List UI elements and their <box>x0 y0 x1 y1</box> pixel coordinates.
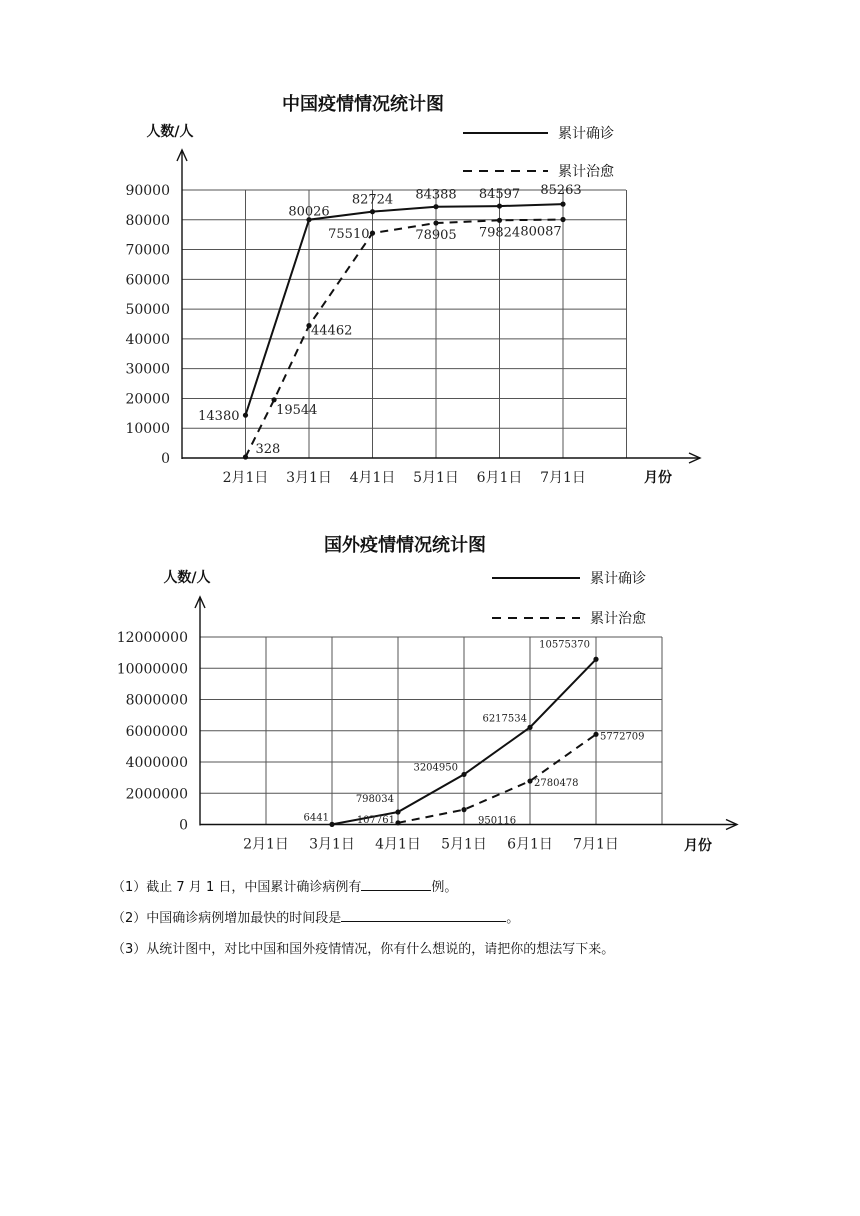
y-tick-label: 0 <box>161 451 170 467</box>
data-point <box>395 809 400 814</box>
data-label: 14380 <box>198 409 240 425</box>
data-point <box>527 725 532 730</box>
y-tick-label: 0 <box>179 817 188 834</box>
x-axis-label: 月份 <box>644 470 672 486</box>
x-tick-label: 2月1日 <box>222 470 269 486</box>
data-label: 44462 <box>311 323 353 339</box>
data-point <box>527 778 532 783</box>
data-label: 80087 <box>520 224 562 240</box>
data-label: 82724 <box>351 192 394 208</box>
data-point <box>497 203 502 208</box>
china-epidemic-chart <box>0 0 860 500</box>
x-tick-label: 6月1日 <box>476 470 523 486</box>
data-label: 84597 <box>478 187 521 203</box>
data-label: 79824 <box>478 225 521 241</box>
data-label: 950116 <box>478 815 517 827</box>
data-label: 798034 <box>355 794 394 806</box>
y-axis-label: 人数/人 <box>146 124 194 140</box>
data-point <box>497 218 502 223</box>
data-point <box>461 772 466 777</box>
y-tick-label: 8000000 <box>125 692 188 709</box>
data-label: 19544 <box>276 402 318 418</box>
data-point <box>560 217 565 222</box>
y-tick-label: 90000 <box>125 183 170 199</box>
data-point <box>329 822 334 827</box>
chart-title: 中国疫情情况统计图 <box>282 94 444 115</box>
x-tick-label: 4月1日 <box>375 836 421 853</box>
question-2 <box>112 903 812 934</box>
y-tick-label: 80000 <box>125 212 170 229</box>
data-label: 6217534 <box>482 713 527 725</box>
question-2-blank[interactable] <box>341 907 506 922</box>
y-tick-label: 6000000 <box>125 723 188 740</box>
data-label: 78905 <box>415 228 457 244</box>
data-label: 107761 <box>356 814 395 826</box>
x-tick-label: 5月1日 <box>441 836 487 853</box>
data-point <box>433 204 438 209</box>
data-label: 6441 <box>303 812 329 824</box>
data-label: 80026 <box>288 204 330 220</box>
y-tick-label: 60000 <box>125 272 170 289</box>
data-label: 85263 <box>540 183 582 199</box>
data-point <box>271 397 276 402</box>
data-label: 5772709 <box>600 731 645 743</box>
legend-label-cured: 累计治愈 <box>590 611 646 627</box>
y-tick-label: 10000000 <box>116 661 188 678</box>
data-point <box>593 732 598 737</box>
series-line-cured <box>246 220 564 458</box>
data-point <box>243 413 248 418</box>
legend-label-cured: 累计治愈 <box>558 164 614 180</box>
y-tick-label: 20000 <box>125 391 170 408</box>
data-point <box>433 220 438 225</box>
question-1 <box>112 872 812 903</box>
data-point <box>243 454 248 459</box>
data-point <box>560 202 565 207</box>
question-1-suffix: 例。 <box>431 880 458 895</box>
legend-label-confirmed: 累计确诊 <box>590 571 646 587</box>
x-tick-label: 7月1日 <box>540 470 586 486</box>
data-point <box>461 807 466 812</box>
chart-title: 国外疫情情况统计图 <box>324 535 486 556</box>
question-1-text: （1）截止 7 月 1 日，中国累计确诊病例有 <box>112 880 362 895</box>
y-tick-label: 12000000 <box>116 630 188 646</box>
x-tick-label: 2月1日 <box>243 836 289 853</box>
x-tick-label: 4月1日 <box>349 470 396 486</box>
data-label: 75510 <box>328 227 370 243</box>
data-point <box>370 231 375 236</box>
data-point <box>395 820 400 825</box>
y-tick-label: 30000 <box>125 361 170 378</box>
x-tick-label: 3月1日 <box>309 836 355 853</box>
y-tick-label: 4000000 <box>125 755 188 771</box>
x-tick-label: 5月1日 <box>413 470 459 486</box>
y-tick-label: 2000000 <box>125 786 188 803</box>
legend-label-confirmed: 累计确诊 <box>558 126 614 142</box>
data-label: 328 <box>255 442 281 458</box>
y-tick-label: 40000 <box>125 331 170 348</box>
question-2-text: （2）中国确诊病例增加最快的时间段是 <box>112 911 342 926</box>
data-label: 2780478 <box>534 778 579 790</box>
x-tick-label: 6月1日 <box>507 836 553 853</box>
question-1-blank[interactable] <box>361 876 431 891</box>
question-2-suffix: 。 <box>506 911 520 926</box>
overseas-epidemic-chart <box>0 500 860 880</box>
y-tick-label: 10000 <box>125 421 170 438</box>
data-label: 3204950 <box>413 762 458 774</box>
question-block <box>112 872 812 965</box>
data-label: 84388 <box>415 187 457 203</box>
data-point <box>593 657 598 662</box>
y-tick-label: 70000 <box>125 242 170 259</box>
question-3: （3）从统计图中，对比中国和国外疫情情况，你有什么想说的，请把你的想法写下来。 <box>112 942 615 957</box>
y-tick-label: 50000 <box>125 302 170 319</box>
data-point <box>370 209 375 214</box>
x-axis-label: 月份 <box>684 838 712 854</box>
data-label: 10575370 <box>539 639 590 651</box>
y-axis-label: 人数/人 <box>163 570 211 586</box>
x-tick-label: 7月1日 <box>573 836 619 853</box>
x-tick-label: 3月1日 <box>286 470 332 486</box>
